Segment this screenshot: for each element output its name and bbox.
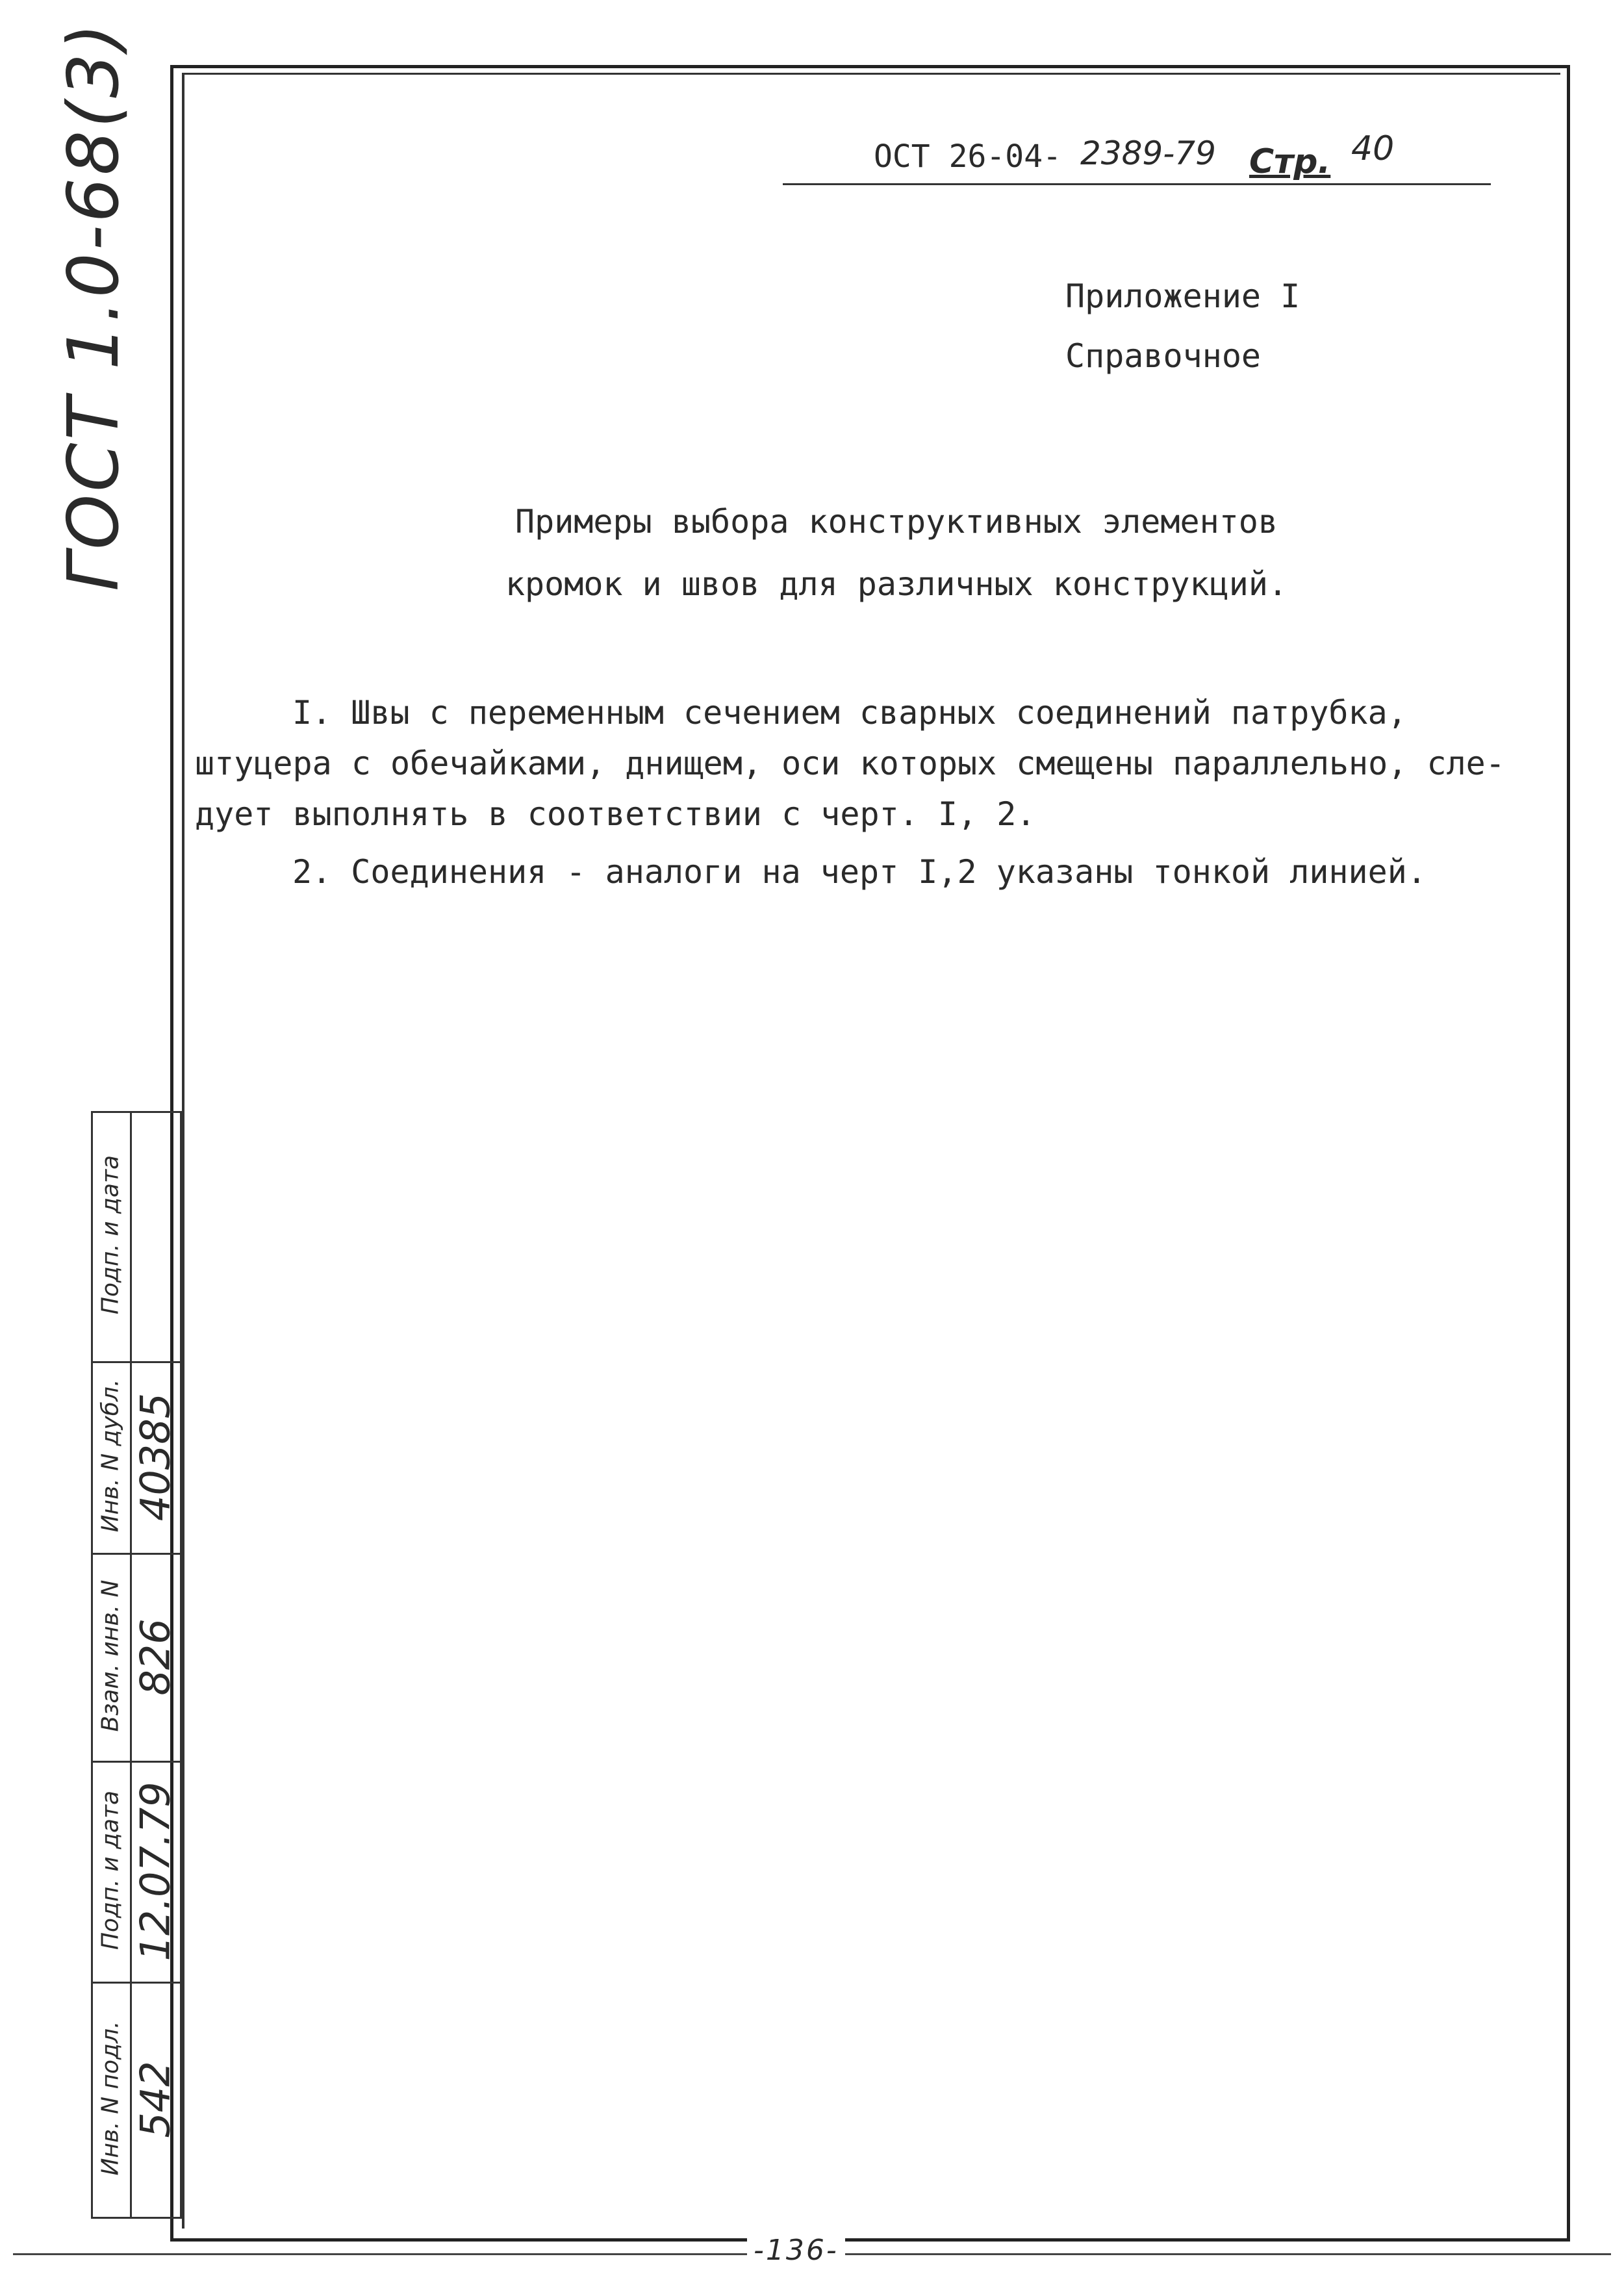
stamp-value-inv-dubl: 40385 [131, 1392, 179, 1522]
section-title [390, 491, 1403, 615]
document-code-number: 2389-79 [1080, 134, 1216, 172]
document-code: ОСТ 26-04- [874, 138, 1061, 175]
stamp-value-inv-podl: 542 [131, 2061, 179, 2138]
paragraph-2-line-1: 2. Соединения - аналоги на черт I,2 указаны тонкой линией. [292, 853, 1427, 891]
paragraph-1-line-3: дует выполнять в соответствии с черт. I, 2. [195, 795, 1036, 833]
stamp-label-podp-data-1: Подп. и дата [97, 1790, 124, 1950]
paragraph-1-line-2: штуцера с обечайками, днищем, оси которых смещены параллельно, сле- [195, 745, 1505, 782]
stamp-value-podp-data-1: 12.07.79 [131, 1782, 179, 1961]
stamp-value-vzam-inv: 826 [131, 1618, 179, 1696]
footer-page-number: -136- [747, 2234, 845, 2267]
stamp-label-podp-data-2: Подп. и дата [97, 1155, 124, 1315]
registration-stamp [91, 1111, 182, 2219]
appendix-line-1: Приложение I [1065, 277, 1300, 315]
paragraph-2 [195, 847, 1533, 897]
page-frame-inner [182, 73, 1560, 2229]
paragraph-1-line-1: I. Швы с переменным сечением сварных соединений патрубка, [292, 694, 1407, 732]
stamp-border-left [91, 1111, 93, 2219]
stamp-label-inv-podl: Инв. N подл. [97, 2021, 124, 2176]
stamp-label-inv-dubl: Инв. N дубл. [97, 1379, 124, 1533]
appendix-line-2: Справочное [1065, 337, 1262, 375]
side-standard-label: ГОСТ 1.0-68(3) [53, 20, 134, 591]
page-number: 40 [1351, 129, 1395, 168]
paragraph-1 [195, 687, 1533, 839]
title-line-1: Примеры выбора конструктивных элементов [515, 503, 1278, 541]
document-header [783, 129, 1497, 185]
title-line-2: кромок и швов для различных конструкций. [505, 565, 1288, 603]
appendix-label [1065, 266, 1300, 386]
page-label: Стр. [1249, 142, 1331, 181]
header-underline [783, 183, 1491, 185]
stamp-row-line [91, 2217, 182, 2219]
stamp-label-vzam-inv: Взам. инв. N [97, 1579, 124, 1732]
stamp-border-right [180, 1111, 182, 2219]
